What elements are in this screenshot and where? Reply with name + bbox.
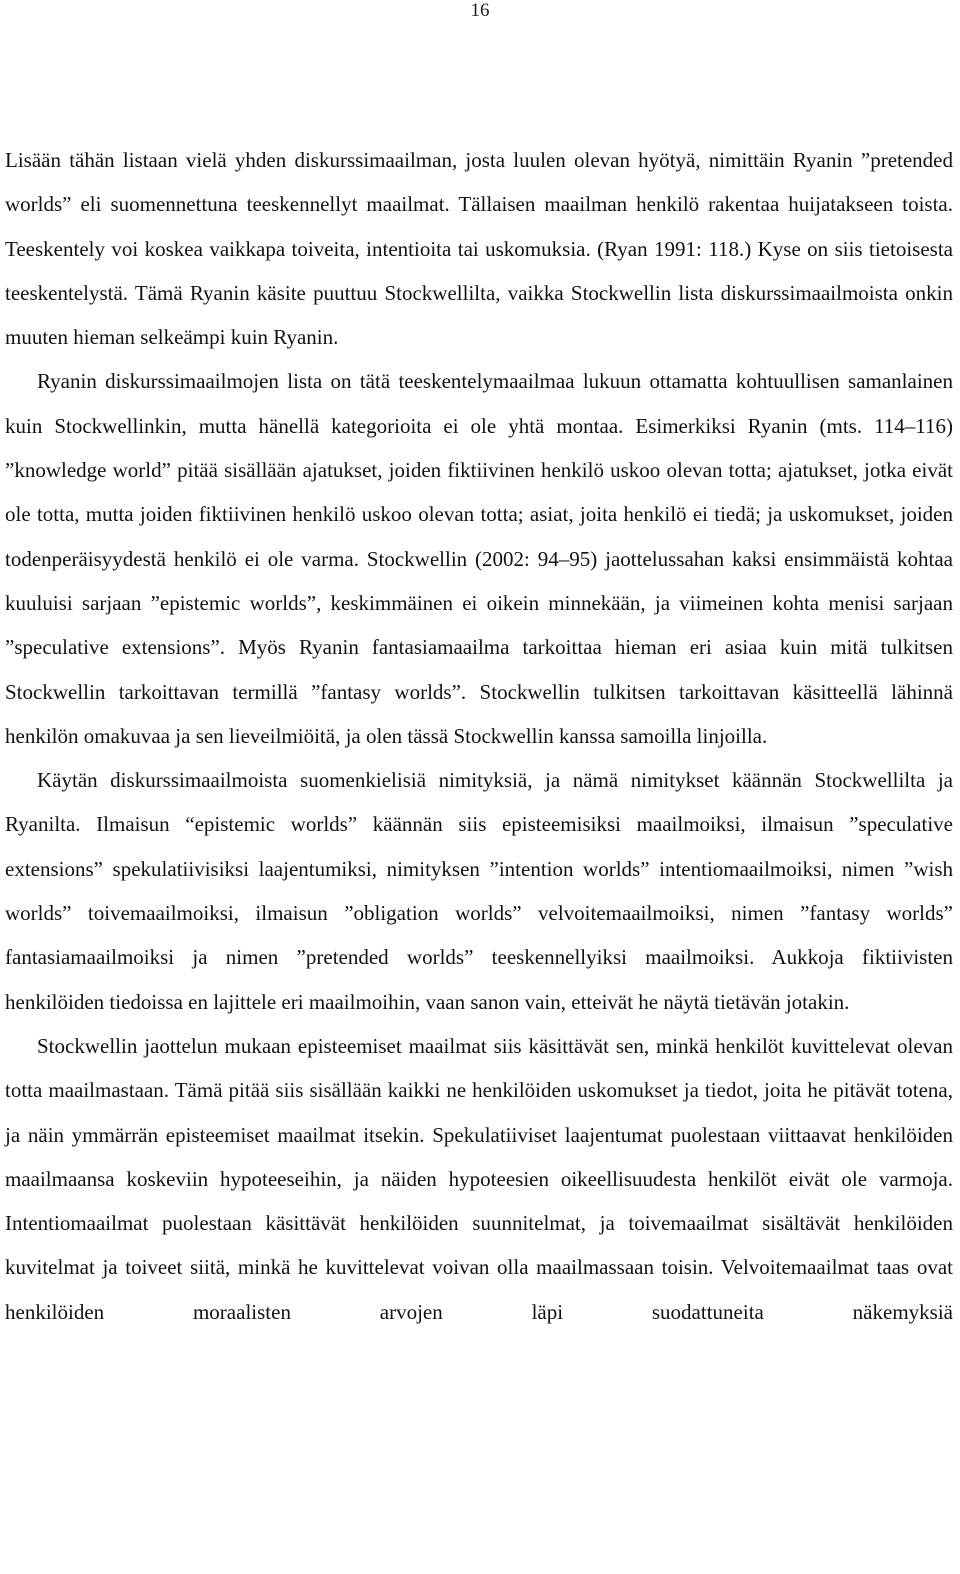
body-text — [5, 138, 953, 1334]
paragraph-pretended-worlds: Lisään tähän listaan vielä yhden diskurssimaailman, josta luulen olevan hyötyä, nimittäin Ryanin ”pretended worlds” eli suomennettuna teeskennellyt maailmat. Tällaisen maailman henkilö rakentaa huijatakseen toista. Teeskentely voi koskea vaikkapa toiveita, intentioita tai uskomuksia. (Ryan 1991: 118.) Kyse on siis tietoisesta teeskentelystä. Tämä Ryanin käsite puuttuu Stockwellilta, vaikka Stockwellin lista diskurssimaailmoista onkin muuten hieman selkeämpi kuin Ryanin. — [5, 148, 953, 350]
paragraph-ryan-comparison: Ryanin diskurssimaailmojen lista on tätä teeskentelymaailmaa lukuun ottamatta kohtuullisen samanlainen kuin Stockwellinkin, mutta hänellä kategorioita ei ole yhtä montaa. Esimerkiksi Ryanin (mts. 114–116) ”knowledge world” pitää sisällään ajatukset, joiden fiktiivinen henkilö uskoo olevan totta; ajatukset, jotka eivät ole totta, mutta joiden fiktiivinen henkilö uskoo olevan totta; asiat, joita henkilö ei tiedä; ja uskomukset, joiden todenperäisyydestä henkilö ei ole varma. Stockwellin (2002: 94–95) jaottelussahan kaksi ensimmäistä kohtaa kuuluisi sarjaan ”epistemic worlds”, keskimmäinen ei oikein minnekään, ja viimeinen kohta menisi sarjaan ”speculative extensions”. Myös Ryanin fantasiamaailma tarkoittaa hieman eri asiaa kuin mitä tulkitsen Stockwellin tarkoittavan termillä ”fantasy worlds”. Stockwellin tulkitsen tarkoittavan käsitteellä lähinnä henkilön omakuvaa ja sen lieveilmiöitä, ja olen tässä Stockwellin kanssa samoilla linjoilla. — [5, 369, 953, 748]
paragraph-stockwell-classification: Stockwellin jaottelun mukaan episteemiset maailmat siis käsittävät sen, minkä henkilöt kuvittelevat olevan totta maailmastaan. Tämä pitää siis sisällään kaikki ne henkilöiden uskomukset ja tiedot, joita he pitävät totena, ja näin ymmärrän episteemiset maailmat itsekin. Spekulatiiviset laajentumat puolestaan viittaavat henkilöiden maailmaansa koskeviin hypoteeseihin, ja näiden hypoteesien oikeellisuudesta henkilöt eivät ole varmoja. Intentiomaailmat puolestaan käsittävät henkilöiden suunnitelmat, ja toivemaailmat sisältävät henkilöiden kuvitelmat ja toiveet siitä, minkä he kuvittelevat voivan olla maailmassaan toisin. Velvoitemaailmat taas ovat henkilöiden moraalisten arvojen läpi suodattuneita näkemyksiä — [5, 1033, 953, 1324]
paragraph-translations: Käytän diskurssimaailmoista suomenkielisiä nimityksiä, ja nämä nimitykset käännän Stockwellilta ja Ryanilta. Ilmaisun “epistemic worlds” käännän siis episteemisiksi maailmoiksi, ilmaisun ”speculative extensions” spekulatiivisiksi laajentumiksi, nimityksen ”intention worlds” intentiomaailmoiksi, nimen ”wish worlds” toivemaailmoiksi, ilmaisun ”obligation worlds” velvoitemaailmoiksi, nimen ”fantasy worlds” fantasiamaailmoiksi ja nimen ”pretended worlds” teeskennellyiksi maailmoiksi. Aukkoja fiktiivisten henkilöiden tiedoissa en lajittele eri maailmoihin, vaan sanon vain, etteivät he näytä tietävän jotakin. — [5, 768, 953, 1014]
page-number: 16 — [470, 0, 490, 21]
